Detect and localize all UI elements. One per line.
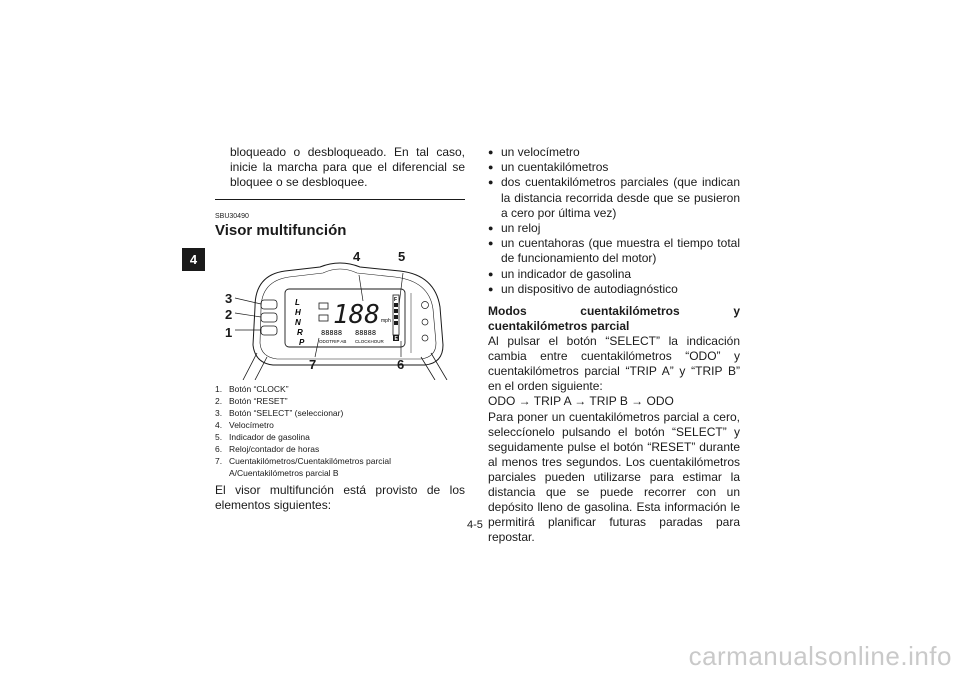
svg-text:P: P <box>299 338 305 347</box>
callout-4: 4 <box>353 249 361 264</box>
clock-label: CLOCKHOUR <box>355 339 384 344</box>
callout-2: 2 <box>225 307 233 322</box>
svg-text:L: L <box>295 298 300 307</box>
speed-unit: mph <box>381 318 391 324</box>
body-paragraph: Para poner un cuentakilómetros parcial a cero, seleccíonelo pulsando el botón “SELECT” y seguidamente pulse el botón “RESET” durante al menos tres segundos. Los cuentakilómetros parciales pueden utilizarse para estimar la distancia que se puede recorrer con un depósito lleno de gasolina. Esta información le permitirá planificar futuras paradas para repostar. <box>488 409 740 545</box>
svg-text:R: R <box>297 328 303 337</box>
odo-digits: 88888 <box>321 329 343 337</box>
bullet-icon: ● <box>488 283 494 294</box>
bullet-icon: ● <box>488 177 494 188</box>
bullet-icon: ● <box>488 268 494 279</box>
callout-7: 7 <box>309 357 317 372</box>
list-item: ● un velocímetro <box>488 145 580 159</box>
svg-text:E: E <box>394 336 398 342</box>
caption-item: 7. Cuentakilómetros/Cuentakilómetros parcial A/Cuentakilómetros parcial B <box>215 456 392 478</box>
figure-captions <box>215 383 465 479</box>
list-item: ● dos cuentakilómetros parciales (que indican la distancia recorrida desde que se pusieron a cero por última vez) <box>488 175 740 220</box>
list-item: ● un reloj <box>488 221 541 236</box>
section-divider <box>215 199 465 200</box>
caption-item: 2. Botón “RESET” <box>215 396 288 406</box>
body-paragraph: Al pulsar el botón “SELECT” la indicación cambia entre cuentakilómetros “ODO” y cuentakilómetros parcial “TRIP A” y “TRIP B” en el orden siguiente: <box>488 334 740 394</box>
section-title: Visor multifunción <box>215 222 347 239</box>
section-code: SBU30490 <box>215 213 249 220</box>
list-item: ● un indicador de gasolina <box>488 266 632 281</box>
svg-text:H: H <box>295 308 301 317</box>
bullet-icon: ● <box>488 223 494 234</box>
speed-digits: 188 <box>333 300 380 330</box>
caption-item: 1. Botón “CLOCK” <box>215 384 289 394</box>
coolant-lamp-icon <box>422 319 428 325</box>
list-item: ● un cuentakilómetros <box>488 160 609 175</box>
warning-lamp-icon <box>422 302 429 309</box>
clock-digits: 88888 <box>355 329 377 337</box>
4wd-icon <box>319 303 328 309</box>
bullet-icon: ● <box>488 162 494 173</box>
bullet-icon: ● <box>488 147 494 157</box>
watermark: carmanualsonline.info <box>688 641 952 671</box>
right-column <box>488 145 740 545</box>
feature-list <box>488 145 740 297</box>
callout-3: 3 <box>225 291 233 306</box>
callout-5: 5 <box>398 249 406 264</box>
odo-label: ODOTRIP AB <box>319 339 347 344</box>
left-column <box>215 145 465 513</box>
caption-item: 5. Indicador de gasolina <box>215 432 310 442</box>
caption-item: 6. Reloj/contador de horas <box>215 444 320 454</box>
fuel-gauge <box>393 295 399 342</box>
instrument-panel-figure <box>215 245 465 380</box>
caption-item: 3. Botón “SELECT” (seleccionar) <box>215 408 344 418</box>
subheading: Modos cuentakilómetros y cuentakilómetros parcial <box>488 304 740 334</box>
left-paragraph: El visor multifunción está provisto de los elementos siguientes: <box>215 483 465 512</box>
bullet-icon: ● <box>488 238 494 249</box>
page-number: 4-5 <box>467 519 483 531</box>
intro-paragraph: bloqueado o desbloqueado. En tal caso, inicie la marcha para que el diferencial se bloquee o se desbloquee. <box>230 145 465 189</box>
list-item: ● un dispositivo de autodiagnóstico <box>488 281 678 296</box>
caption-item: 4. Velocímetro <box>215 420 274 430</box>
chapter-tab: 4 <box>182 248 205 271</box>
gear-indicator <box>295 298 305 347</box>
svg-text:F: F <box>394 297 398 303</box>
mode-sequence: ODO → TRIP A → TRIP B → ODO <box>488 394 674 409</box>
svg-text:N: N <box>295 318 301 327</box>
eps-lamp-icon <box>422 335 428 341</box>
instrument-panel-illustration <box>215 245 465 380</box>
callout-6: 6 <box>397 357 405 372</box>
callout-1: 1 <box>225 325 233 340</box>
diff-lock-icon <box>319 315 328 321</box>
list-item: ● un cuentahoras (que muestra el tiempo total de funcionamiento del motor) <box>488 236 740 266</box>
